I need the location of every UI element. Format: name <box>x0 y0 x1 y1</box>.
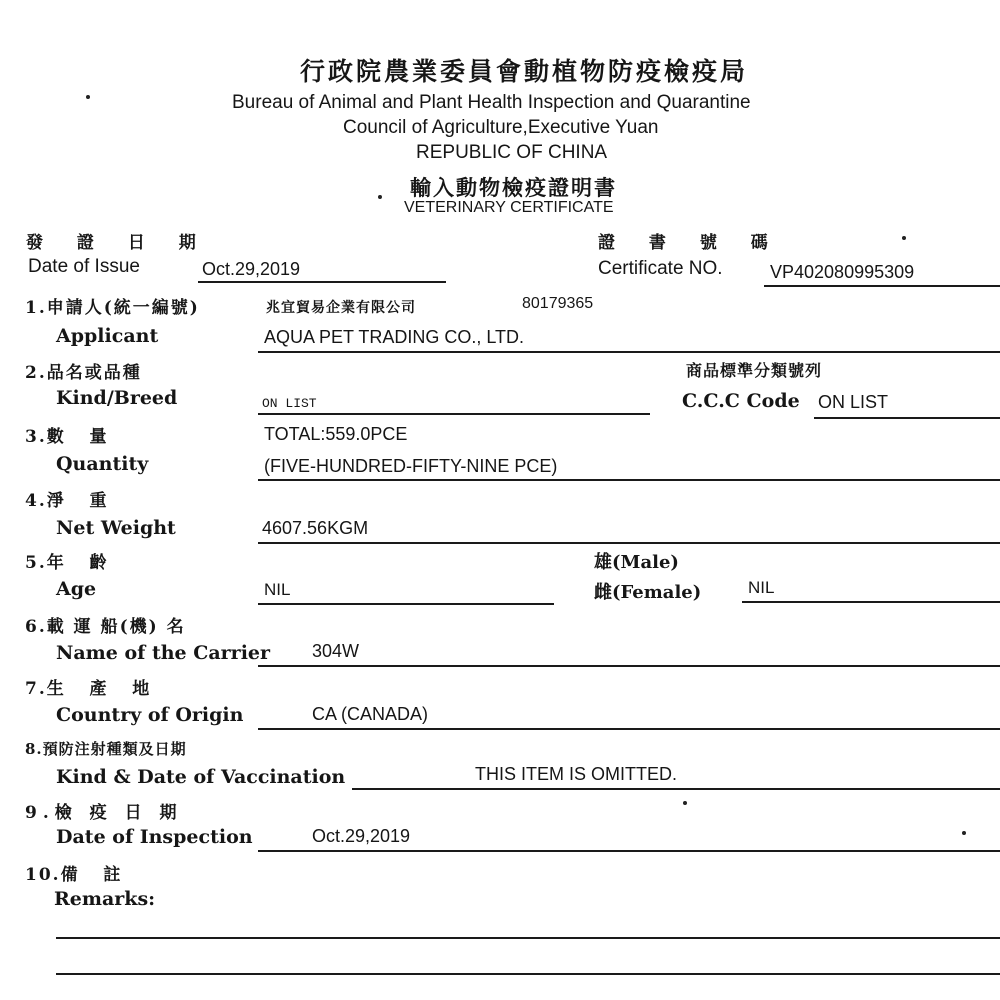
agency-title-cn: 行政院農業委員會動植物防疫檢疫局 <box>300 57 749 86</box>
date-of-issue-underline <box>198 281 446 283</box>
male-label: 雄(Male) <box>594 552 679 573</box>
date-of-issue-label-cn: 發 證 日 期 <box>26 233 210 253</box>
carrier-value: 304W <box>312 641 360 661</box>
agency-title-en: Bureau of Animal and Plant Health Inspection and Quarantine <box>232 92 751 113</box>
inspection-value: Oct.29,2019 <box>312 826 411 846</box>
document-title-cn: 輸入動物檢疫證明書 <box>410 175 617 200</box>
remarks-line-2 <box>56 973 1000 975</box>
remarks-line-1 <box>56 937 1000 939</box>
age-value: NIL <box>264 580 291 599</box>
remarks-label: Remarks: <box>54 888 156 910</box>
certificate-no-underline <box>764 285 1000 287</box>
quantity-label: Quantity <box>56 453 149 475</box>
kind-breed-value: ON LIST <box>262 396 317 411</box>
scan-speck <box>962 831 966 835</box>
date-of-issue-label: Date of Issue <box>28 256 140 277</box>
origin-underline <box>258 728 1000 730</box>
country-title: REPUBLIC OF CHINA <box>416 142 608 163</box>
applicant-label: Applicant <box>56 325 159 347</box>
vaccination-label: Kind & Date of Vaccination <box>56 766 346 788</box>
applicant-company-cn: 兆宜貿易企業有限公司 <box>266 300 416 316</box>
net-weight-label: Net Weight <box>56 517 176 539</box>
vaccination-underline <box>352 788 1000 790</box>
carrier-underline <box>258 665 1000 667</box>
inspection-label: Date of Inspection <box>56 826 253 848</box>
vaccination-value: THIS ITEM IS OMITTED. <box>475 764 677 784</box>
origin-value: CA (CANADA) <box>312 704 429 724</box>
document-title-en: VETERINARY CERTIFICATE <box>404 199 614 216</box>
certificate-no-value: VP402080995309 <box>770 262 915 282</box>
applicant-label-cn: 1.申請人(統一編號) <box>25 298 200 318</box>
kind-breed-label-cn: 2.品名或品種 <box>25 363 142 383</box>
inspection-underline <box>258 850 1000 852</box>
quantity-value: TOTAL:559.0PCE <box>264 424 408 444</box>
sex-value: NIL <box>748 578 775 597</box>
applicant-tax-id: 80179365 <box>522 295 594 312</box>
scan-speck <box>683 801 687 805</box>
origin-label: Country of Origin <box>56 704 244 726</box>
applicant-value: AQUA PET TRADING CO., LTD. <box>264 327 525 347</box>
carrier-label-cn: 6.載 運 船(機) 名 <box>25 617 186 637</box>
vaccination-label-cn: 8.預防注射種類及日期 <box>25 740 187 758</box>
ccc-code-label-cn: 商品標準分類號列 <box>686 361 823 380</box>
inspection-label-cn: 9.檢 疫 日 期 <box>25 803 183 823</box>
scan-speck <box>378 195 382 199</box>
council-title: Council of Agriculture,Executive Yuan <box>343 117 659 138</box>
applicant-underline <box>258 351 1000 353</box>
scan-speck <box>902 236 906 240</box>
quantity-label-cn: 3.數 量 <box>25 427 109 447</box>
ccc-code-value: ON LIST <box>818 392 889 412</box>
origin-label-cn: 7.生 產 地 <box>25 679 152 699</box>
age-label-cn: 5.年 齡 <box>25 553 109 573</box>
kind-breed-underline <box>258 413 650 415</box>
date-of-issue-value: Oct.29,2019 <box>202 259 301 279</box>
ccc-code-underline <box>814 417 1000 419</box>
certificate-no-label-cn: 證 書 號 碼 <box>598 233 782 253</box>
quantity-words-value: (FIVE-HUNDRED-FIFTY-NINE PCE) <box>264 456 558 476</box>
remarks-label-cn: 10.備 註 <box>25 865 123 885</box>
age-label: Age <box>56 578 97 600</box>
ccc-code-label: C.C.C Code <box>682 390 800 412</box>
age-underline <box>258 603 554 605</box>
carrier-label: Name of the Carrier <box>56 642 271 664</box>
kind-breed-label: Kind/Breed <box>56 387 178 409</box>
net-weight-label-cn: 4.淨 重 <box>25 491 109 511</box>
net-weight-underline <box>258 542 1000 544</box>
scan-speck <box>86 95 90 99</box>
sex-underline <box>742 601 1000 603</box>
quantity-underline <box>258 479 1000 481</box>
female-label: 雌(Female) <box>594 582 702 603</box>
certificate-no-label: Certificate NO. <box>598 258 723 279</box>
net-weight-value: 4607.56KGM <box>262 518 369 538</box>
